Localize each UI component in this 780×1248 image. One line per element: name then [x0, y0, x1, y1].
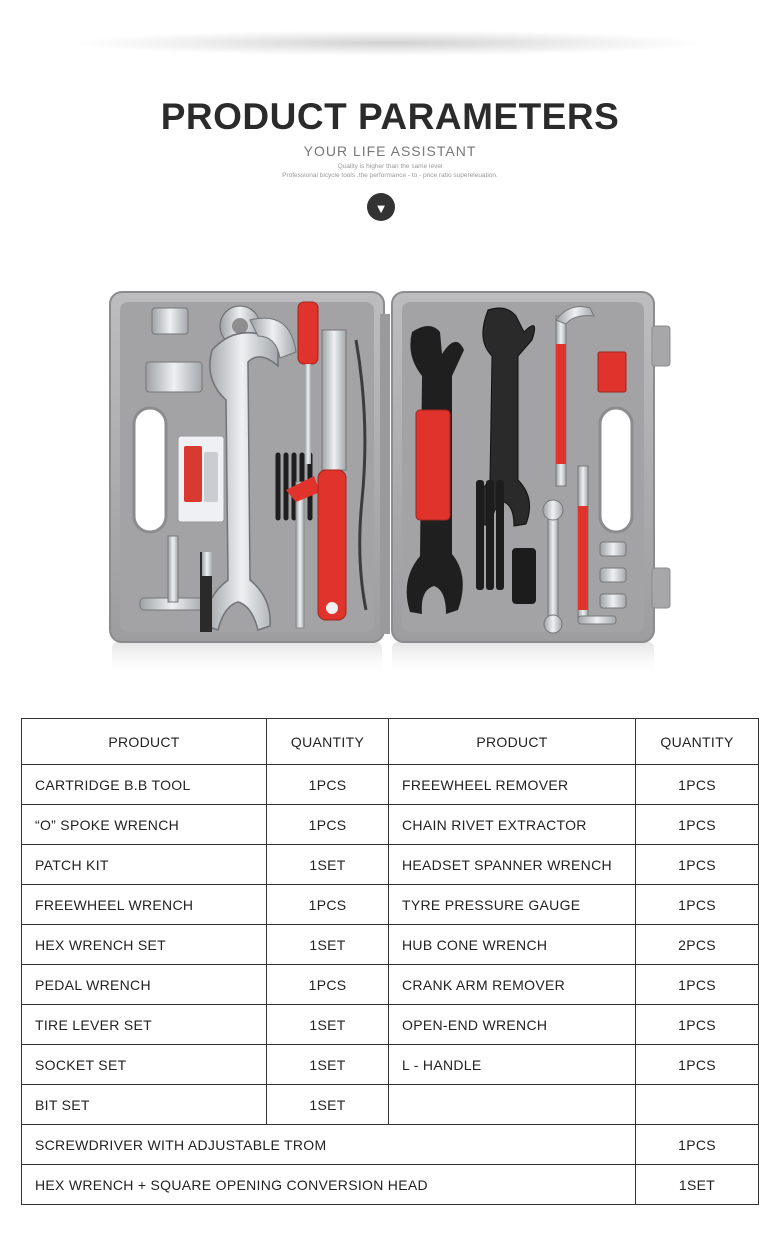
product-name: HEADSET SPANNER WRENCH: [389, 845, 636, 885]
product-name: SCREWDRIVER WITH ADJUSTABLE TROM: [22, 1125, 636, 1165]
table-row: [22, 965, 759, 1005]
product-name: FREEWHEEL REMOVER: [389, 765, 636, 805]
table-row: [22, 765, 759, 805]
product-quantity: 1PCS: [636, 1045, 759, 1085]
table-row: [22, 885, 759, 925]
product-name: OPEN-END WRENCH: [389, 1005, 636, 1045]
product-quantity: 1PCS: [267, 965, 389, 1005]
product-name: CARTRIDGE B.B TOOL: [22, 765, 267, 805]
product-parameters-table: [21, 718, 759, 1205]
product-quantity: 1PCS: [636, 805, 759, 845]
product-name: SOCKET SET: [22, 1045, 267, 1085]
product-quantity: 1PCS: [267, 885, 389, 925]
product-name: TIRE LEVER SET: [22, 1005, 267, 1045]
page-subtitle: YOUR LIFE ASSISTANT: [303, 143, 477, 159]
product-name: BIT SET: [22, 1085, 267, 1125]
product-quantity: 1PCS: [267, 765, 389, 805]
product-name: PEDAL WRENCH: [22, 965, 267, 1005]
product-name: TYRE PRESSURE GAUGE: [389, 885, 636, 925]
product-name: HEX WRENCH + SQUARE OPENING CONVERSION HEAD: [22, 1165, 636, 1205]
table-row: [22, 1005, 759, 1045]
product-quantity: 2PCS: [636, 925, 759, 965]
tagline-line-1: Quality is higher than the same level: [337, 163, 443, 170]
header-quantity: QUANTITY: [267, 719, 389, 765]
table-row: [22, 925, 759, 965]
table-row-wide: [22, 1165, 759, 1205]
product-quantity: 1PCS: [267, 805, 389, 845]
case-right-half: [392, 292, 670, 642]
product-quantity: 1SET: [267, 1085, 389, 1125]
product-photo-tool-kit: [100, 280, 680, 680]
product-quantity: 1SET: [267, 845, 389, 885]
product-quantity: [636, 1085, 759, 1125]
product-quantity: 1PCS: [636, 845, 759, 885]
table-row: [22, 845, 759, 885]
table-row: [22, 805, 759, 845]
product-name: HUB CONE WRENCH: [389, 925, 636, 965]
tagline-line-2: Professional bicycle tools ,the performance - to - price ratio supereleuation.: [282, 172, 498, 179]
product-quantity: 1SET: [267, 1005, 389, 1045]
header-product: PRODUCT: [22, 719, 267, 765]
header-quantity: QUANTITY: [636, 719, 759, 765]
table-row-wide: [22, 1125, 759, 1165]
product-name: FREEWHEEL WRENCH: [22, 885, 267, 925]
page-title: PRODUCT PARAMETERS: [160, 96, 620, 137]
product-name: CRANK ARM REMOVER: [389, 965, 636, 1005]
product-name: CHAIN RIVET EXTRACTOR: [389, 805, 636, 845]
product-quantity: 1PCS: [636, 765, 759, 805]
table-header-row: [22, 719, 759, 765]
product-quantity: 1PCS: [636, 1125, 759, 1165]
product-quantity: 1PCS: [636, 965, 759, 1005]
header-shadow: [70, 30, 710, 56]
case-left-half: [110, 292, 390, 642]
product-name: “O” SPOKE WRENCH: [22, 805, 267, 845]
scroll-down-button[interactable]: [367, 193, 395, 221]
product-quantity: 1SET: [636, 1165, 759, 1205]
product-quantity: 1SET: [267, 1045, 389, 1085]
product-name: PATCH KIT: [22, 845, 267, 885]
product-quantity: 1SET: [267, 925, 389, 965]
header-product: PRODUCT: [389, 719, 636, 765]
table-row: [22, 1085, 759, 1125]
product-quantity: 1PCS: [636, 885, 759, 925]
product-name: L - HANDLE: [389, 1045, 636, 1085]
table-row: [22, 1045, 759, 1085]
product-name: [389, 1085, 636, 1125]
down-arrow-icon: ▼: [374, 200, 388, 216]
product-name: HEX WRENCH SET: [22, 925, 267, 965]
product-quantity: 1PCS: [636, 1005, 759, 1045]
